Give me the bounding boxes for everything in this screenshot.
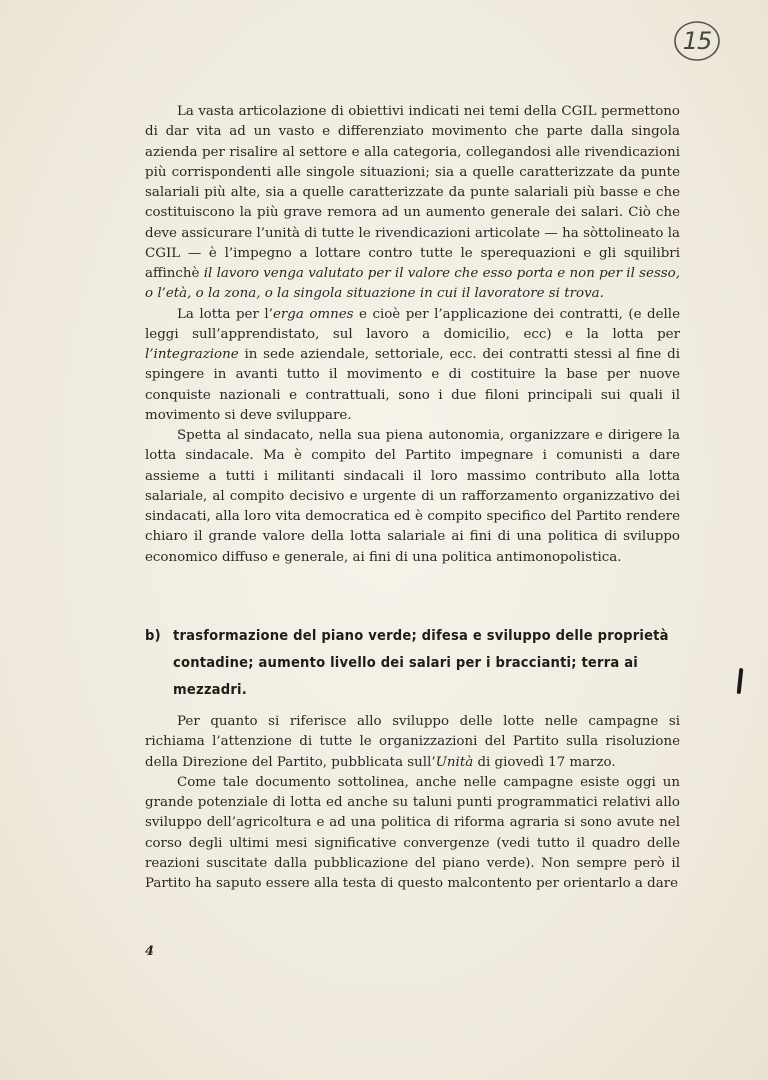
text-run: Spetta al sindacato, nella sua piena autonomia, organizzare e dirigere la lotta sindacale. Ma è compito del Partito impegnare i comunisti a dare assieme a tutti i militanti sindacali il loro massimo contributo alla lotta salariale, al compito decisivo e urgente di un rafforzamento organizzativo dei sindacati, alla loro vita democratica ed è compito specifico del Partito rendere chiaro il grande valore della lotta salariale ai fini di una politica di sviluppo economico diffuso e generale, ai fini di una politica antimonopolistica. (145, 428, 680, 565)
text-run: Come tale documento sottolinea, anche nelle campagne esiste oggi un grande potenziale di lotta ed anche su taluni punti programmatici relativi allo sviluppo dell’agricoltura e ad una politica di riforma agraria si sono avute nel corso degli ultimi mesi significative convergenze (vedi tutto il quadro delle reazioni suscitate dalla pubblicazione del piano verde). Non sempre però il Partito ha saputo essere alla testa di questo malcontento per orientarlo a dare (145, 774, 680, 891)
italic-text: il lavoro venga valutato per il valore che esso porta e non per il sesso, o l’età, o la zona, o la singola situazione in cui il lavoratore si trova. (145, 266, 681, 302)
page-stamp-number: 15 (682, 27, 712, 55)
italic-text: Unità (435, 754, 474, 770)
paragraph (145, 305, 680, 427)
text-run: La lotta per l’ (177, 306, 273, 322)
page-number: 4 (145, 944, 155, 959)
paragraph (145, 426, 680, 568)
paragraph (145, 102, 680, 305)
text-run: La vasta articolazione di obiettivi indicati nei temi della CGIL permettono di dar vita ad un vasto e differenziato movimento che parte dalla singola azienda per risalire al settore e alla categoria, collegandosi alle rivendicazioni più corrispondenti alle singole situazioni; sia a quelle caratterizzate da punte salariali più alte, sia a quelle caratterizzate da punte salariali più basse e che costituiscono la più grave remora ad un aumento generale dei salari. Ciò che deve assicurare l’unità di tutte le rivendicazioni articolate — ha sòttolineato la CGIL — è l’impegno a lottare contro tutte le sperequazioni e gli squilibri affinchè (145, 104, 680, 281)
text-run: e cioè per l’applicazione dei contratti, (e delle leggi sull’apprendistato, sul lavoro a domicilio, ecc) e la lotta per (145, 306, 680, 342)
section-heading (145, 622, 685, 703)
page-stamp (672, 18, 722, 64)
margin-mark (737, 668, 744, 694)
text-run: Per quanto si riferisce allo sviluppo delle lotte nelle campagne si richiama l’attenzione di tutte le organizzazioni del Partito sulla risoluzione della Direzione del Partito, pubblicata sull’ (145, 714, 680, 770)
section-title: trasformazione del piano verde; difesa e sviluppo delle proprietà contadine; aumento livello dei salari per i braccianti; terra ai mezzadri. (173, 627, 669, 698)
body-text-bottom (145, 712, 680, 894)
section-label: b) (145, 627, 161, 644)
text-run: di giovedì 17 marzo. (473, 754, 616, 770)
italic-text: erga omnes (272, 306, 354, 322)
paragraph (145, 773, 680, 895)
body-text-top (145, 102, 680, 568)
paragraph (145, 712, 680, 773)
italic-text: l’integrazione (145, 347, 239, 362)
text-run: in sede aziendale, settoriale, ecc. dei contratti stessi al fine di spingere in avanti tutto il movimento e di costituire la base per nuove conquiste nazionali e contrattuali, sono i due filoni principali sui quali il movimento si deve sviluppare. (145, 347, 680, 423)
